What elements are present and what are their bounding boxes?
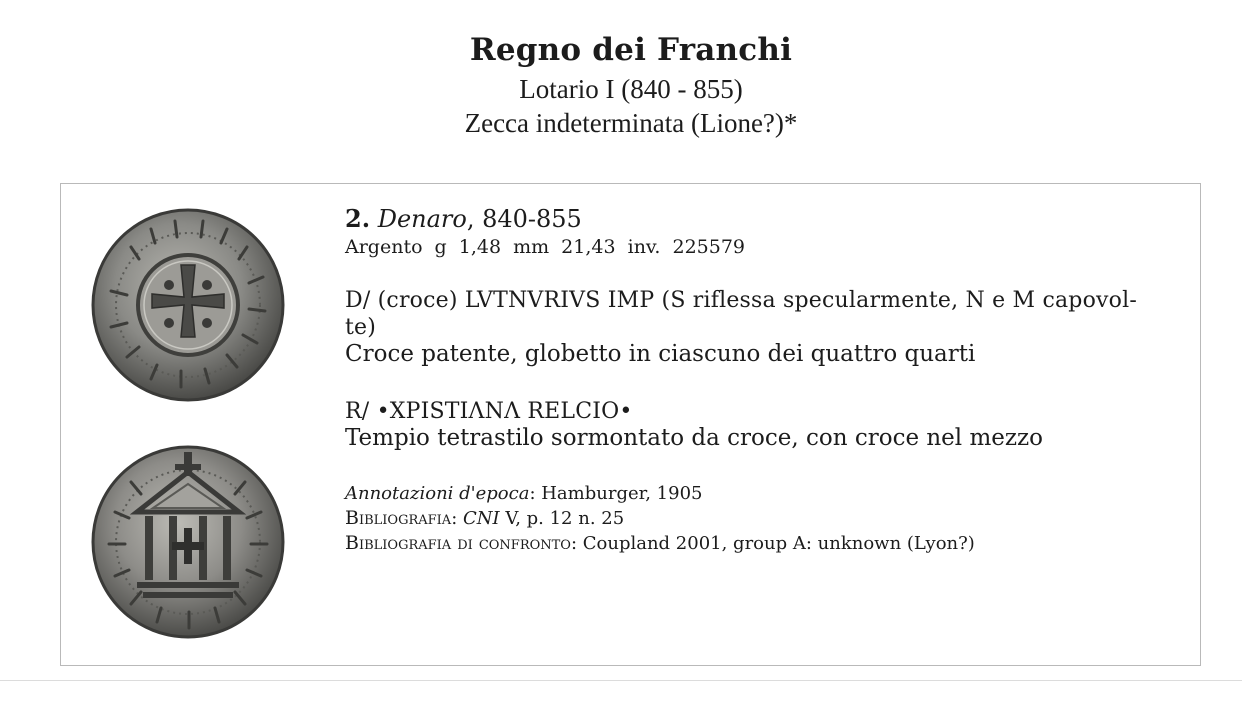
comparison-value: : Coupland 2001, group A: unknown (Lyon?) (570, 533, 975, 554)
denomination: Denaro (377, 205, 467, 233)
reverse-description: Tempio tetrastilo sormontato da croce, con croce nel mezzo (345, 425, 1043, 451)
bibliography-label: Bibliografia (345, 507, 452, 529)
bibliography-ref: CNI (462, 508, 500, 529)
coin-obverse-cross-icon (91, 207, 288, 404)
footer-divider (0, 680, 1242, 681)
coin-heading (345, 203, 1165, 235)
obverse-block (345, 287, 1165, 368)
bibliography-value: V, p. 12 n. 25 (499, 508, 625, 529)
ruler-subtitle: Lotario I (840 - 855) (519, 74, 743, 104)
coin-date: , 840-855 (466, 205, 582, 233)
bibliography-line: Bibliografia: CNI V, p. 12 n. 25 (345, 507, 625, 529)
page-title: Regno dei Franchi (469, 32, 793, 68)
obverse-description: Croce patente, globetto in ciascuno dei quattro quarti (345, 341, 976, 367)
annotations-label: Annotazioni d'epoca (345, 483, 530, 504)
coin-details (345, 203, 1165, 556)
page-header (0, 28, 1242, 140)
mint-subtitle: Zecca indeterminata (Lione?)* (464, 108, 798, 138)
obverse-legend: D/ (croce) LVTNVRIVS IMP (S riflessa specularmente, N e M capovol-te) (345, 288, 1137, 340)
catalog-number: 2. (345, 204, 371, 233)
comparison-line (345, 531, 1165, 556)
coin-reverse-temple-icon (91, 442, 288, 639)
references (345, 482, 1165, 556)
reverse-block (345, 398, 1165, 452)
coin-reverse-image (91, 442, 288, 639)
coin-metrics: Argento g 1,48 mm 21,43 inv. 225579 (345, 236, 746, 258)
reverse-legend: R/ •XPISTIΛNΛ RELCIO• (345, 399, 633, 424)
coin-obverse-image (91, 207, 288, 404)
comparison-label: Bibliografia di confronto (345, 532, 571, 554)
annotations-value: : Hamburger, 1905 (529, 483, 703, 504)
annotations-line (345, 482, 1165, 506)
